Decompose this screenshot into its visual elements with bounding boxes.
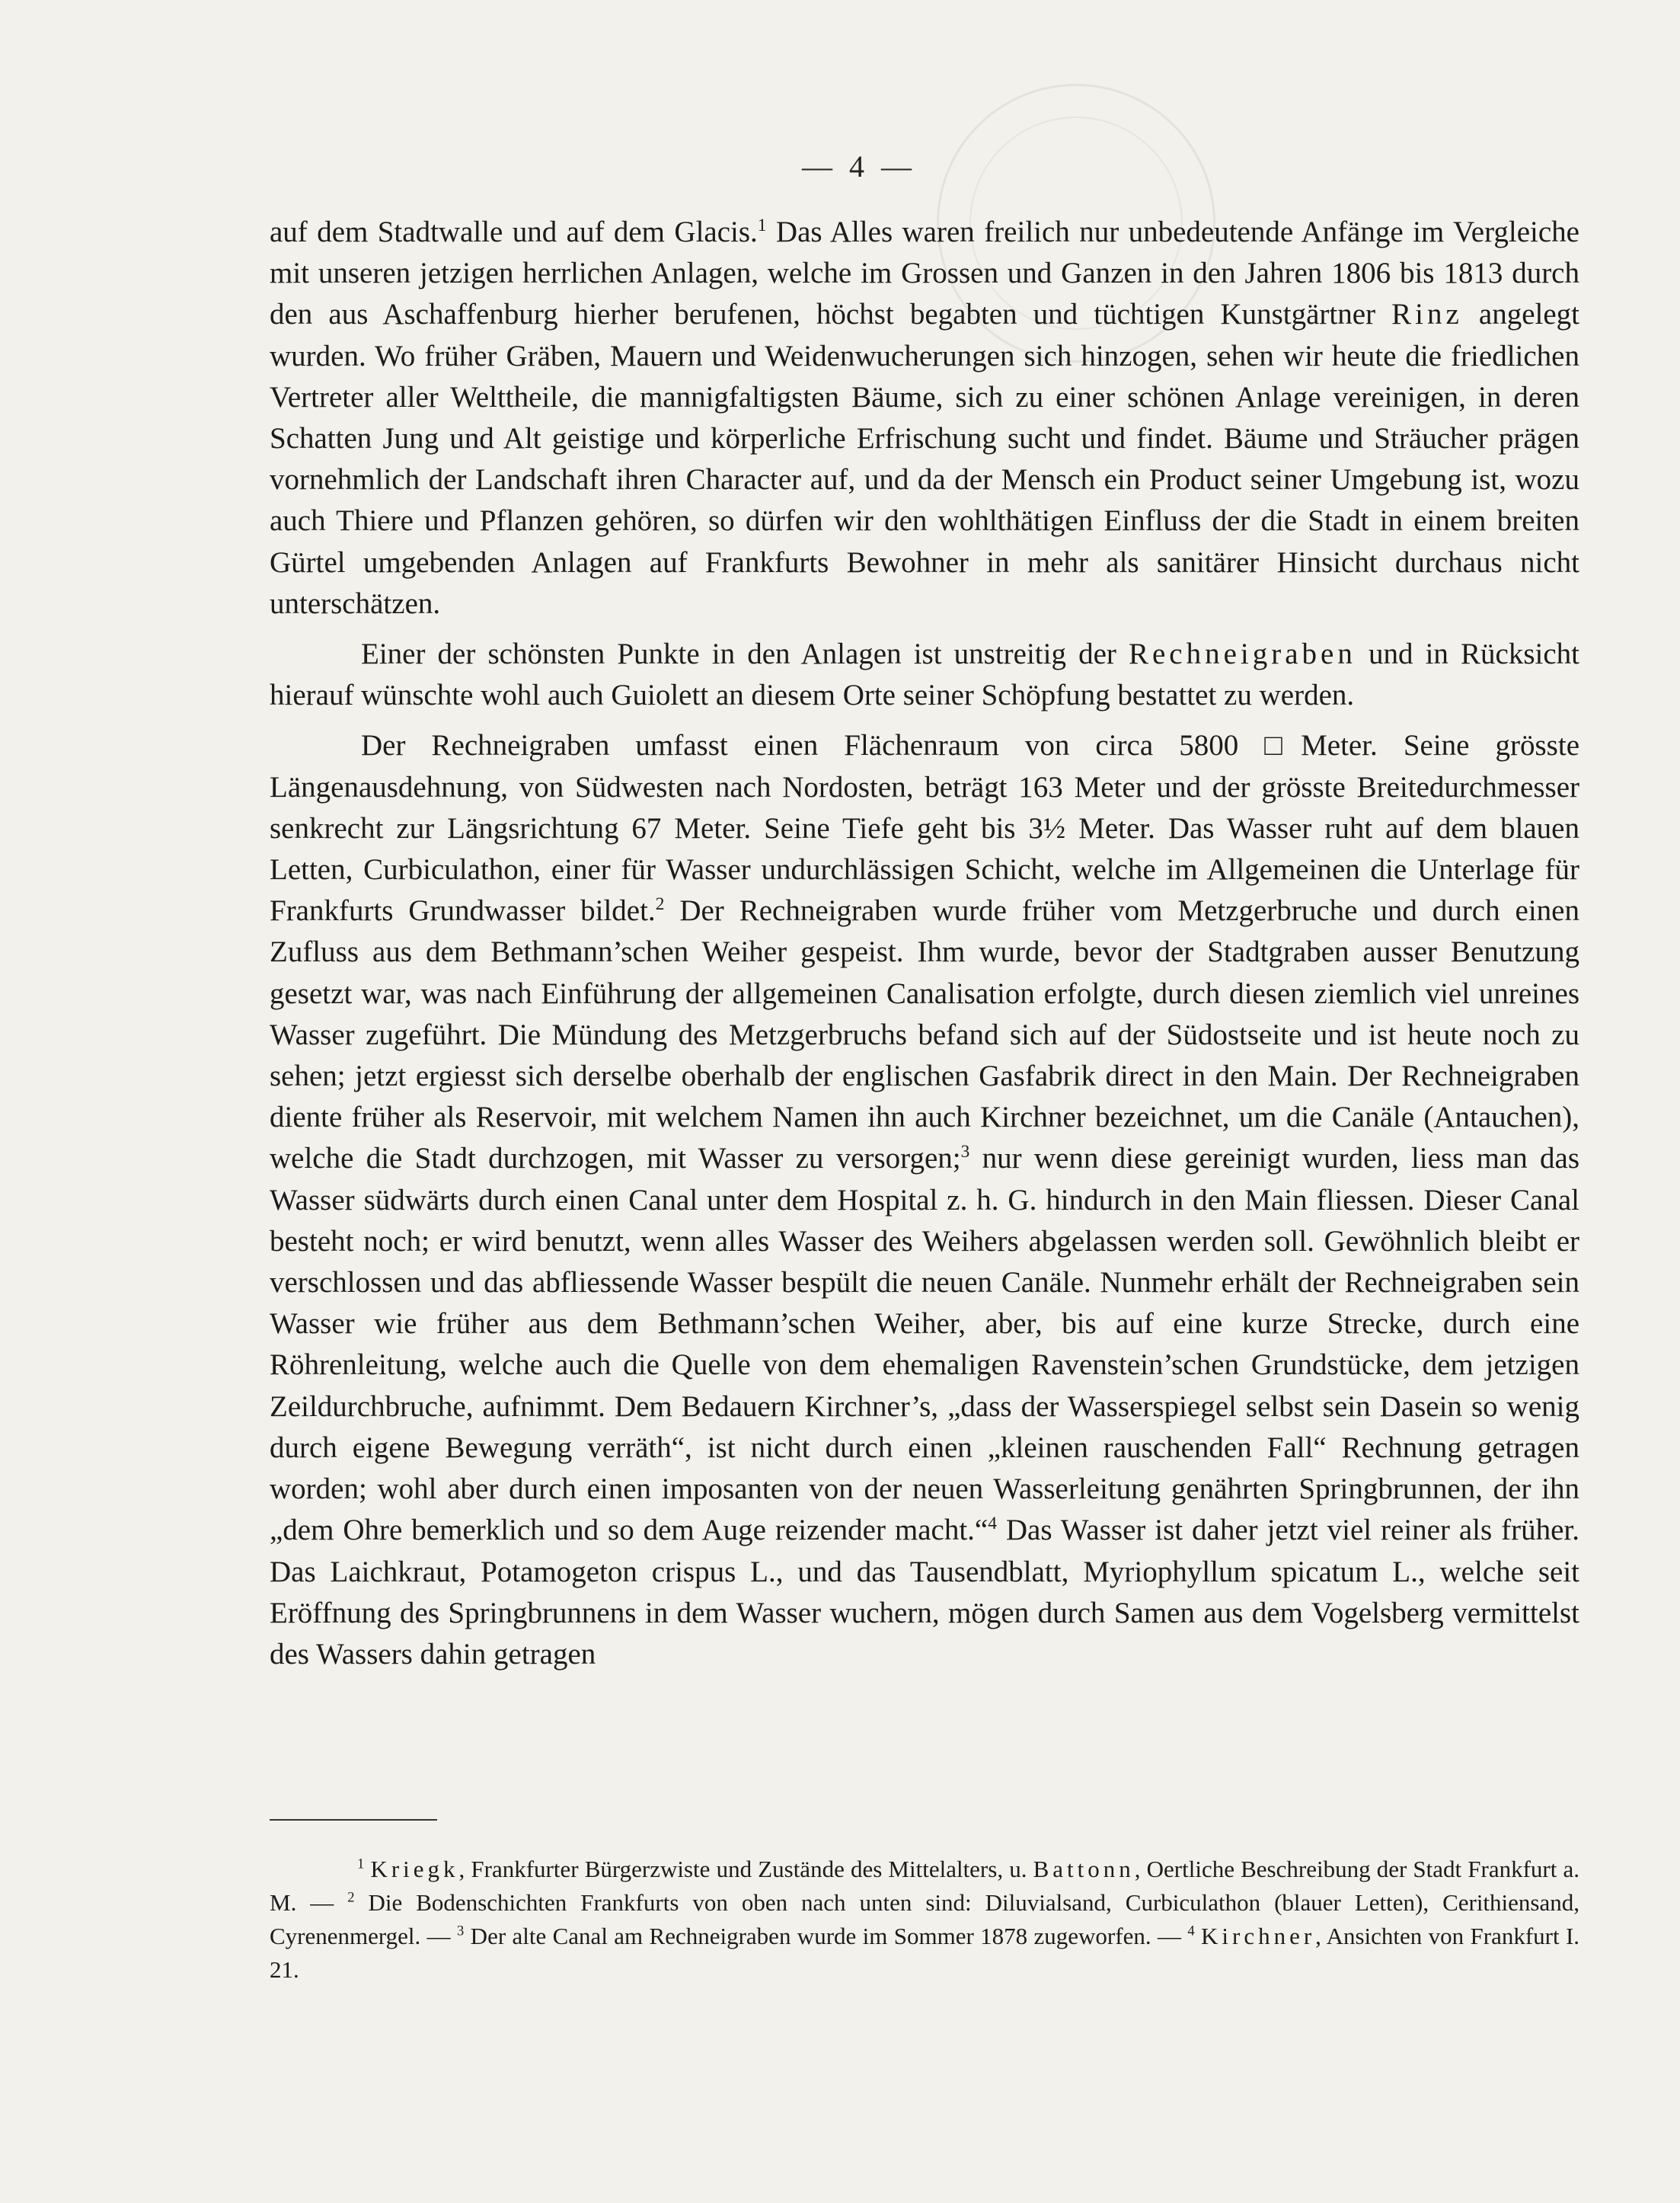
footnote-divider [270, 1819, 437, 1821]
footnote-footnote-marker: 2 [347, 1889, 355, 1906]
paragraph-1-footnote-marker: 1 [757, 216, 767, 235]
footnote-spaced-name: Kriegk [370, 1856, 459, 1882]
footnote-footnote-marker: 3 [457, 1923, 465, 1939]
paragraph-1-spaced-name: Rinz [1391, 298, 1463, 331]
paragraph-2 [270, 634, 1579, 716]
paragraph-1-text-run: auf dem Stadtwalle und auf dem Glacis. [270, 216, 758, 248]
footnotes [270, 1853, 1579, 1987]
paragraph-3-text-run: Der Rechneigraben umfasst einen Flächenraum von circa 5800 □Meter. Seine grösste Längenausdehnung, von Südwesten nach Nordosten, beträgt 163 Meter und der grösste Breitedurchmesser senkrecht zur Längsrichtung 67 Meter. Seine Tiefe geht bis 3½ Meter. Das Wasser ruht auf dem blauen Letten, Curbiculathon, einer für Wasser undurchlässigen Schicht, welche im Allgemeinen die Unterlage für Frankfurts Grundwasser bildet. [270, 729, 1579, 928]
footnote-text-run: Der alte Canal am Rechneigraben wurde im Sommer 1878 zugeworfen. — [464, 1923, 1188, 1949]
paragraph-3-text-run: Der Rechneigraben wurde früher vom Metzgerbruche und durch einen Zufluss aus dem Bethmann’schen Weiher gespeist. Ihm wurde, bevor der Stadtgraben ausser Benutzung gesetzt war, was nach Einführung der allgemeinen Canalisation erfolgte, durch diesen ziemlich viel unreines Wasser zugeführt. Die Mündung des Metzgerbruchs befand sich auf der Südostseite und ist heute noch zu sehen; jetzt ergiesst sich derselbe oberhalb der englischen Gasfabrik direct in den Main. Der Rechneigraben diente früher als Reservoir, mit welchem Namen ihn auch Kirchner bezeichnet, um die Canäle (Antauchen), welche die Stadt durchzogen, mit Wasser zu versorgen; [270, 894, 1579, 1175]
paragraph-1 [270, 212, 1579, 625]
footnote-footnote-marker: 4 [1187, 1923, 1195, 1939]
footnote-spaced-name: Kirchner [1201, 1923, 1316, 1949]
footnote-text-run: Die Bodenschichten Frankfurts von oben nach unten sind: Diluvialsand, Curbiculathon (blauer Letten), Cerithiensand, Cyrenenmergel. — [270, 1889, 1579, 1949]
paragraph-3-text-run: nur wenn diese gereinigt wurden, liess man das Wasser südwärts durch einen Canal unter dem Hospital z. h. G. hindurch in den Main fliessen. Dieser Canal besteht noch; er wird benutzt, wenn alles Wasser des Weihers abgelassen werden soll. Gewöhnlich bleibt er verschlossen und das abfliessende Wasser bespült die neuen Canäle. Nunmehr erhält der Rechneigraben sein Wasser wie früher aus dem Bethmann’schen Weiher, aber, bis auf eine kurze Strecke, durch eine Röhrenleitung, welche auch die Quelle von dem ehemaligen Ravenstein’schen Grundstücke, dem jetzigen Zeildurchbruche, aufnimmt. Dem Bedauern Kirchner’s, „dass der Wasserspiegel selbst sein Dasein so wenig durch eigene Bewegung verräth“, ist nicht durch einen „kleinen rauschenden Fall“ Rechnung getragen worden; wohl aber durch einen imposanten von der neuen Wasserleitung genährten Springbrunnen, der ihn „dem Ohre bemerklich und so dem Auge reizender macht.“ [270, 1142, 1580, 1547]
paragraph-2-text-run: Einer der schönsten Punkte in den Anlagen ist unstreitig der [361, 638, 1129, 671]
footnote-footnote-marker: 1 [357, 1856, 365, 1872]
paragraph-1-text-run: Das Alles waren freilich nur unbedeutende Anfänge im Vergleiche mit unseren jetzigen herrlichen Anlagen, welche im Grossen und Ganzen in den Jahren 1806 bis 1813 durch den aus Aschaffenburg hierher berufenen, höchst begabten und tüchtigen Kunstgärtner [270, 216, 1579, 331]
footnote-text-run [1195, 1923, 1201, 1949]
paragraph-3 [270, 725, 1579, 1675]
page-number: — 4 — [802, 149, 916, 184]
paragraph-3-footnote-marker: 3 [960, 1142, 970, 1162]
footnote-text-run: , Ansichten von Frankfurt I. 21. [270, 1923, 1580, 1983]
footnote-text-run: , Frankfurter Bürgerzwiste und Zustände des Mittelalters, u. [458, 1856, 1033, 1882]
paragraph-1-text-run: angelegt wurden. Wo früher Gräben, Mauern und Weidenwucherungen sich hinzogen, sehen wir heute die friedlichen Vertreter aller Welttheile, die mannigfaltigsten Bäume, sich zu einer schönen Anlage vereinigen, in deren Schatten Jung und Alt geistige und körperliche Erfrischung sucht und findet. Bäume und Sträucher prägen vornehmlich der Landschaft ihren Character auf, und da der Mensch ein Product seiner Umgebung ist, wozu auch Thiere und Pflanzen gehören, so dürfen wir den wohlthätigen Einfluss der die Stadt in einem breiten Gürtel umgebenden Anlagen auf Frankfurts Bewohner in mehr als sanitärer Hinsicht durchaus nicht unterschätzen. [270, 298, 1579, 620]
footnote-spaced-name: Battonn [1033, 1856, 1135, 1882]
paragraph-3-footnote-marker: 4 [988, 1514, 997, 1534]
main-text [270, 212, 1579, 1675]
paragraph-3-text-run: Das Wasser ist daher jetzt viel reiner als früher. Das Laichkraut, Potamogeton crispus L., und das Tausendblatt, Myriophyllum spicatum L., welche seit Eröffnung des Springbrunnens in dem Wasser wuchern, mögen durch Samen aus dem Vogelsberg vermittelst des Wassers dahin getragen [270, 1514, 1579, 1671]
footnote-text-run: , Oertliche Beschreibung der Stadt Frankfurt a. M. — [270, 1856, 1579, 1916]
paragraph-2-text-run: und in Rücksicht hierauf wünschte wohl auch Guiolett an diesem Orte seiner Schöpfung bestattet zu werden. [270, 638, 1579, 712]
paragraph-2-spaced-name: Rechneigraben [1128, 638, 1356, 671]
paragraph-3-footnote-marker: 2 [655, 894, 665, 915]
